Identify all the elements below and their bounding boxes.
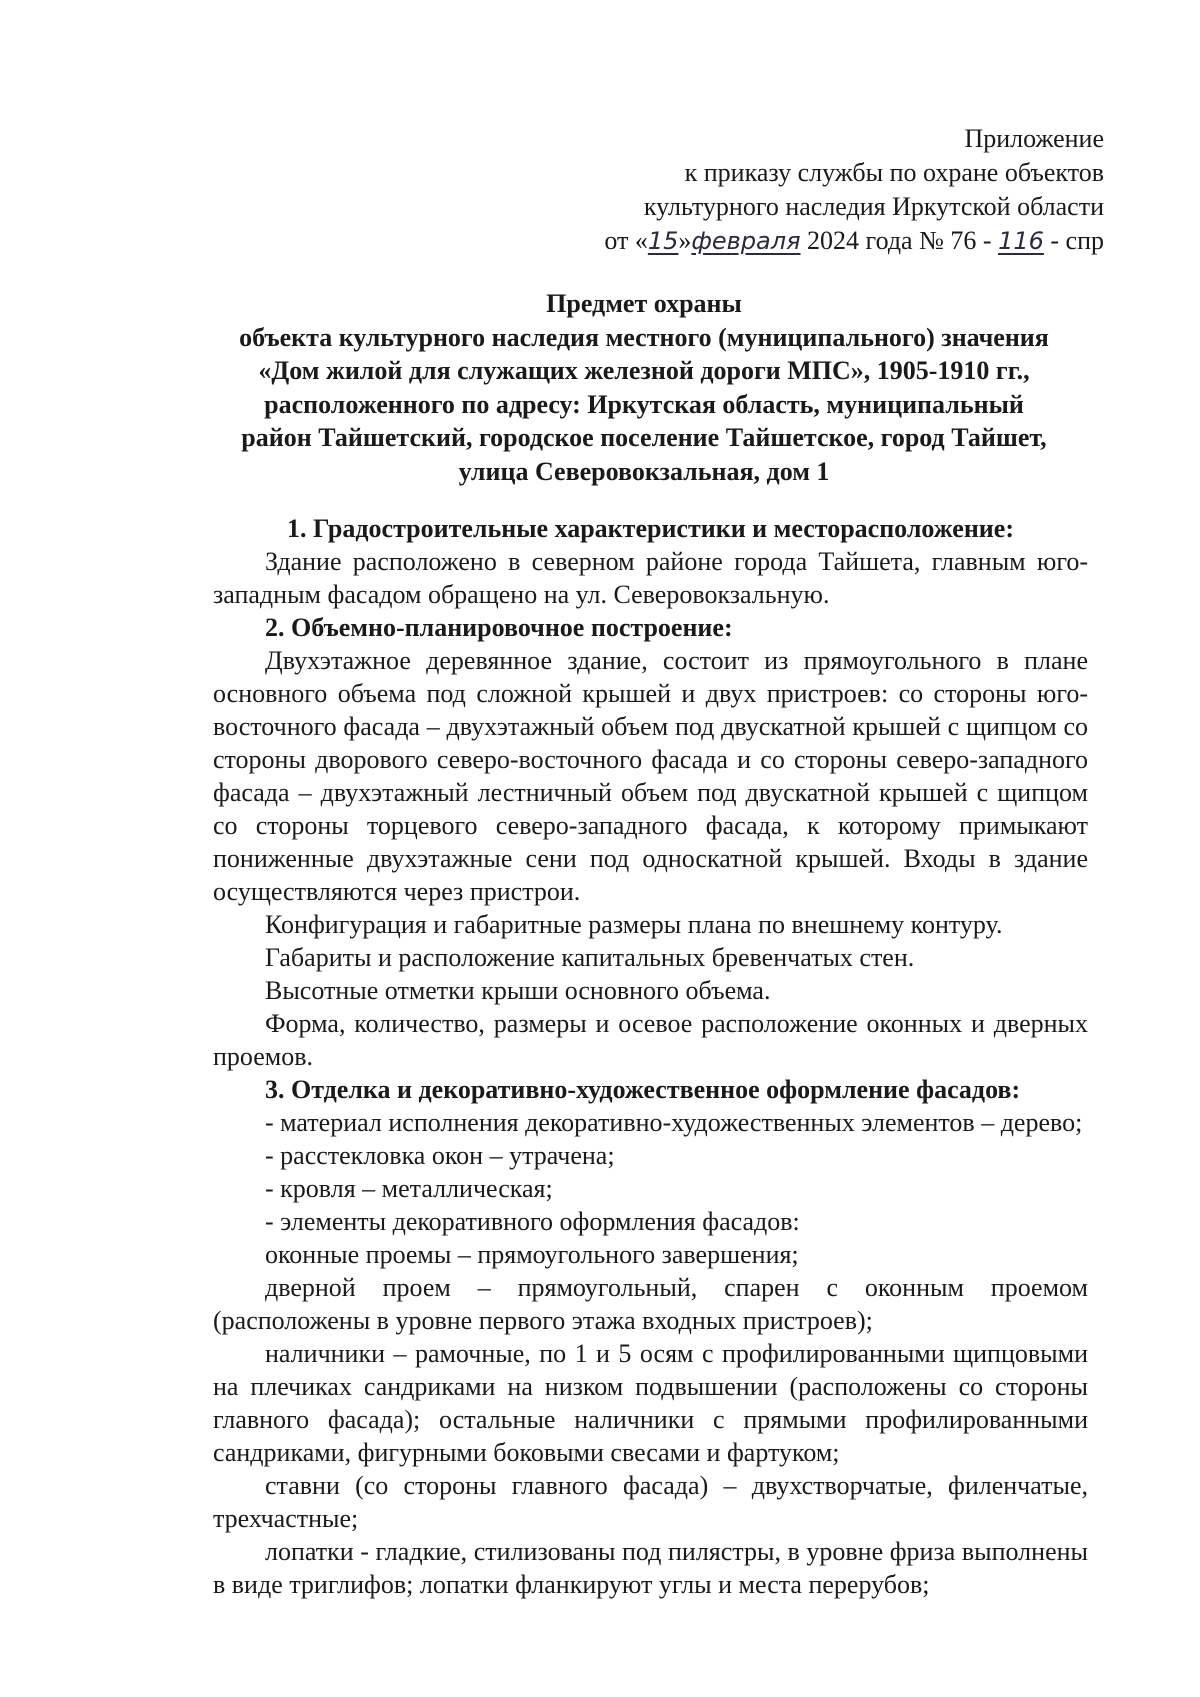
title-line-3: «Дом жилой для служащих железной дороги МПС», 1905-1910 гг., [258, 356, 1030, 385]
issuing-authority: культурного наследия Иркутской области [643, 192, 1104, 221]
section-3-item-8: ставни (со стороны главного фасада) – двухстворчатые, филенчатые, трехчастные; [213, 1471, 1088, 1533]
section-3-item-1: - материал исполнения декоративно-художественных элементов – дерево; [265, 1108, 1083, 1137]
handwritten-day: 15 [647, 227, 679, 255]
order-reference: к приказу службы по охране объектов [684, 158, 1104, 187]
section-2-paragraph-1: Двухэтажное деревянное здание, состоит из прямоугольного в плане основного объема под сложной крышей и двух пристроев: со стороны юго-восточного фасада – двухэтажный объем под двускатной крышей с щипцом со стороны дворового северо-восточного фасада и со стороны северо-западного фасада – двухэтажный лестничный объем под двускатной крышей с щипцом со стороны торцевого северо-западного фасада, к которому примыкают пониженные двухэтажные сени под односкатной крышей. Входы в здание осуществляются через пристрои. [213, 646, 1088, 906]
section-3-item-3: - кровля – металлическая; [265, 1174, 553, 1203]
document-body [213, 512, 1088, 1601]
section-3-item-7: наличники – рамочные, по 1 и 5 осям с профилированными щипцовыми на плечиках сандриками на низком подвышении (расположены со стороны главного фасада); остальные наличники с прямыми профилированными сандриками, фигурными боковыми свесами и фартуком; [213, 1339, 1088, 1467]
section-2-paragraph-5: Форма, количество, размеры и осевое расположение оконных и дверных проемов. [213, 1009, 1088, 1071]
appendix-label: Приложение [964, 124, 1104, 153]
date-quote: » [678, 226, 692, 255]
section-3-item-2: - расстекловка окон – утрачена; [265, 1141, 615, 1170]
section-2-paragraph-3: Габариты и расположение капитальных бревенчатых стен. [265, 943, 915, 972]
section-3-item-5: оконные проемы – прямоугольного завершения; [265, 1240, 799, 1269]
title-line-5: район Тайшетский, городское поселение Тайшетское, город Тайшет, [241, 423, 1047, 452]
handwritten-month: февраля [691, 227, 801, 255]
section-1-paragraph: Здание расположено в северном районе города Тайшета, главным юго-западным фасадом обращено на ул. Северовокзальную. [213, 547, 1088, 609]
section-2-heading: 2. Объемно-планировочное построение: [265, 613, 733, 642]
section-3-item-6: дверной проем – прямоугольный, спарен с оконным проемом (расположены в уровне первого этажа входных пристроев); [213, 1273, 1088, 1335]
section-2-paragraph-2: Конфигурация и габаритные размеры плана по внешнему контуру. [265, 910, 1003, 939]
date-prefix: от « [604, 226, 648, 255]
order-date-line [404, 224, 1104, 258]
title-line-4: расположенного по адресу: Иркутская область, муниципальный [264, 389, 1024, 419]
title-line-6: улица Северовокзальная, дом 1 [458, 456, 830, 486]
document-title [200, 287, 1088, 488]
section-2-paragraph-4: Высотные отметки крыши основного объема. [265, 976, 771, 1005]
appendix-header [404, 122, 1104, 258]
section-3-heading: 3. Отделка и декоративно-художественное оформление фасадов: [265, 1075, 1021, 1104]
order-suffix: - спр [1050, 226, 1104, 255]
order-year-number: 2024 года № 76 - [807, 226, 992, 255]
title-line-2: объекта культурного наследия местного (муниципального) значения [239, 322, 1049, 352]
title-line-1: Предмет охраны [546, 289, 742, 318]
section-1-heading: 1. Градостроительные характеристики и месторасположение: [287, 514, 1014, 543]
handwritten-order-number: 116 [998, 227, 1044, 255]
section-3-item-9: лопатки - гладкие, стилизованы под пилястры, в уровне фриза выполнены в виде триглифов; лопатки фланкируют углы и места перерубов; [213, 1537, 1088, 1599]
section-3-item-4: - элементы декоративного оформления фасадов: [265, 1207, 800, 1236]
